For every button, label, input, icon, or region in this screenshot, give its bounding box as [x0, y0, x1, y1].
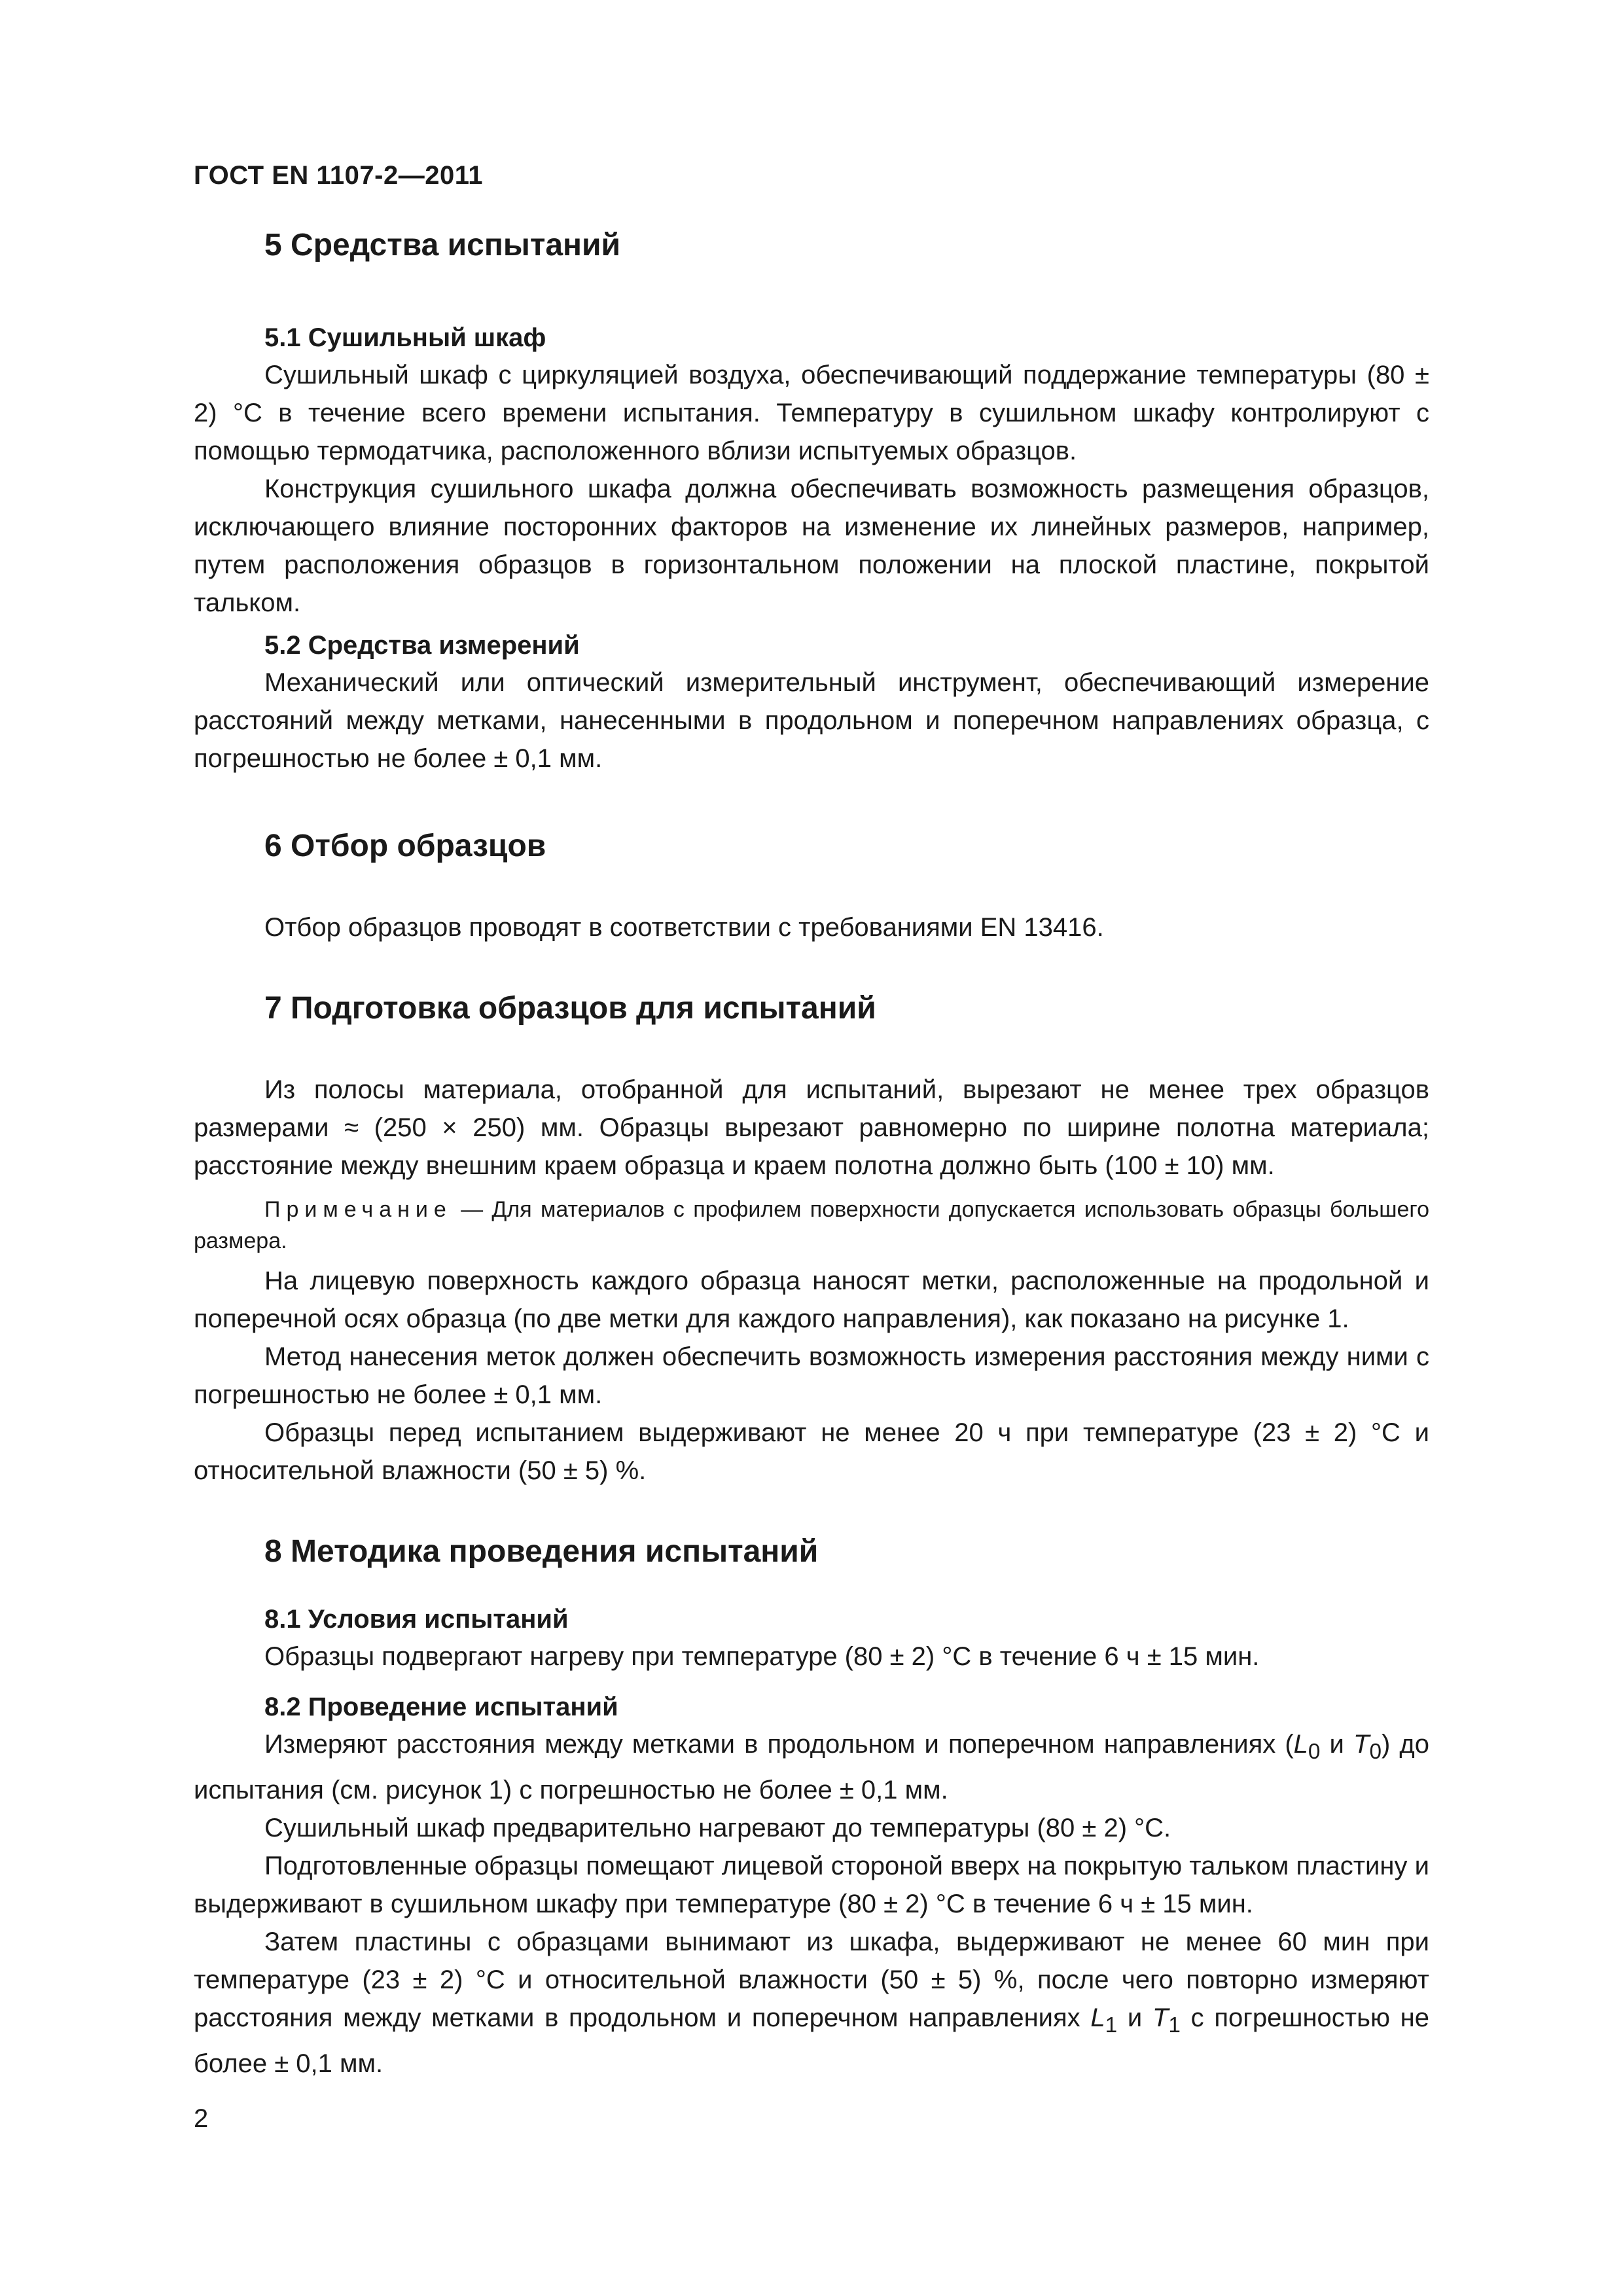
subscript-0: 0	[1369, 1740, 1382, 1764]
text-run: Измеряют расстояния между метками в продольном и поперечном направлениях (	[264, 1730, 1294, 1759]
section-7-note	[194, 1194, 1429, 1257]
section-8-2-paragraph-2: Сушильный шкаф предварительно нагревают до температуры (80 ± 2) °С.	[264, 1814, 1171, 1842]
symbol-T: T	[1353, 1730, 1370, 1759]
section-6-paragraph-1: Отбор образцов проводят в соответствии с требованиями EN 13416.	[264, 913, 1104, 942]
section-8-1-title: 8.1 Условия испытаний	[264, 1605, 569, 1634]
section-8-1-paragraph-1: Образцы подвергают нагреву при температуре (80 ± 2) °С в течение 6 ч ± 15 мин.	[264, 1642, 1260, 1671]
section-6-title: 6 Отбор образцов	[264, 829, 546, 863]
section-8-title: 8 Методика проведения испытаний	[264, 1534, 819, 1569]
section-5-1-title: 5.1 Сушильный шкаф	[264, 323, 546, 352]
document-body	[194, 223, 1429, 2083]
section-5-2-title: 5.2 Средства измерений	[264, 631, 580, 660]
text-run: ) до испытания (см. рисунок 1) с погрешностью не более ± 0,1 мм.	[194, 1730, 1429, 1804]
subscript-0: 0	[1308, 1740, 1321, 1764]
section-5-1-paragraph-1: Сушильный шкаф с циркуляцией воздуха, обеспечивающий поддержание температуры (80 ± 2) °С в течение всего времени испытания. Температуру в сушильном шкафу контролируют с помощью термодатчика, расположенного вблизи испытуемых образцов.	[194, 361, 1429, 465]
subscript-1: 1	[1105, 2013, 1118, 2037]
subscript-1: 1	[1168, 2013, 1181, 2037]
section-7-title: 7 Подготовка образцов для испытаний	[264, 991, 876, 1026]
section-8-2-title: 8.2 Проведение испытаний	[264, 1693, 618, 1721]
text-run: и	[1117, 2003, 1152, 2032]
symbol-T: T	[1152, 2003, 1169, 2032]
text-run: и	[1320, 1730, 1353, 1759]
section-7-paragraph-2: На лицевую поверхность каждого образца наносят метки, расположенные на продольной и поперечной осях образца (по две метки для каждого направления), как показано на рисунке 1.	[194, 1266, 1429, 1333]
section-8-2-paragraph-1	[194, 1725, 1429, 1809]
section-5-title: 5 Средства испытаний	[264, 228, 621, 262]
symbol-L: L	[1293, 1730, 1308, 1759]
note-label: Примечание	[264, 1197, 452, 1222]
section-5-1-paragraph-2: Конструкция сушильного шкафа должна обеспечивать возможность размещения образцов, исключающего влияние посторонних факторов на изменение их линейных размеров, например, путем расположения образцов в горизонтальном положении на плоской пластине, покрытой тальком.	[194, 475, 1429, 617]
text-run: с погрешностью не более ± 0,1 мм.	[194, 2003, 1429, 2078]
text-run: Затем пластины с образцами вынимают из шкафа, выдерживают не менее 60 мин при температуре (23 ± 2) °С и относительной влажности (50 ± 5) %, после чего повторно измеряют расстояния между метками в продольном и поперечном направлениях	[194, 1928, 1429, 2032]
section-7-paragraph-1: Из полосы материала, отобранной для испытаний, вырезают не менее трех образцов размерами ≈ (250 × 250) мм. Образцы вырезают равномерно по ширине полотна материала; расстояние между внешним краем образца и краем полотна должно быть (100 ± 10) мм.	[194, 1075, 1429, 1180]
note-text: — Для материалов с профилем поверхности допускается использовать образцы большего размера.	[194, 1197, 1429, 1253]
section-5-2-paragraph-1: Механический или оптический измерительный инструмент, обеспечивающий измерение расстояний между метками, нанесенными в продольном и поперечном направлениях образца, с погрешностью не более ± 0,1 мм.	[194, 668, 1429, 773]
document-header: ГОСТ EN 1107-2—2011	[194, 161, 483, 190]
section-7-paragraph-3: Метод нанесения меток должен обеспечить возможность измерения расстояния между ними с погрешностью не более ± 0,1 мм.	[194, 1342, 1429, 1409]
symbol-L: L	[1090, 2003, 1105, 2032]
section-8-2-paragraph-3: Подготовленные образцы помещают лицевой стороной вверх на покрытую тальком пластину и выдерживают в сушильном шкафу при температуре (80 ± 2) °С в течение 6 ч ± 15 мин.	[194, 1852, 1429, 1918]
page-number: 2	[194, 2104, 209, 2133]
section-7-paragraph-4: Образцы перед испытанием выдерживают не менее 20 ч при температуре (23 ± 2) °С и относительной влажности (50 ± 5) %.	[194, 1418, 1429, 1485]
section-8-2-paragraph-4	[194, 1923, 1429, 2083]
